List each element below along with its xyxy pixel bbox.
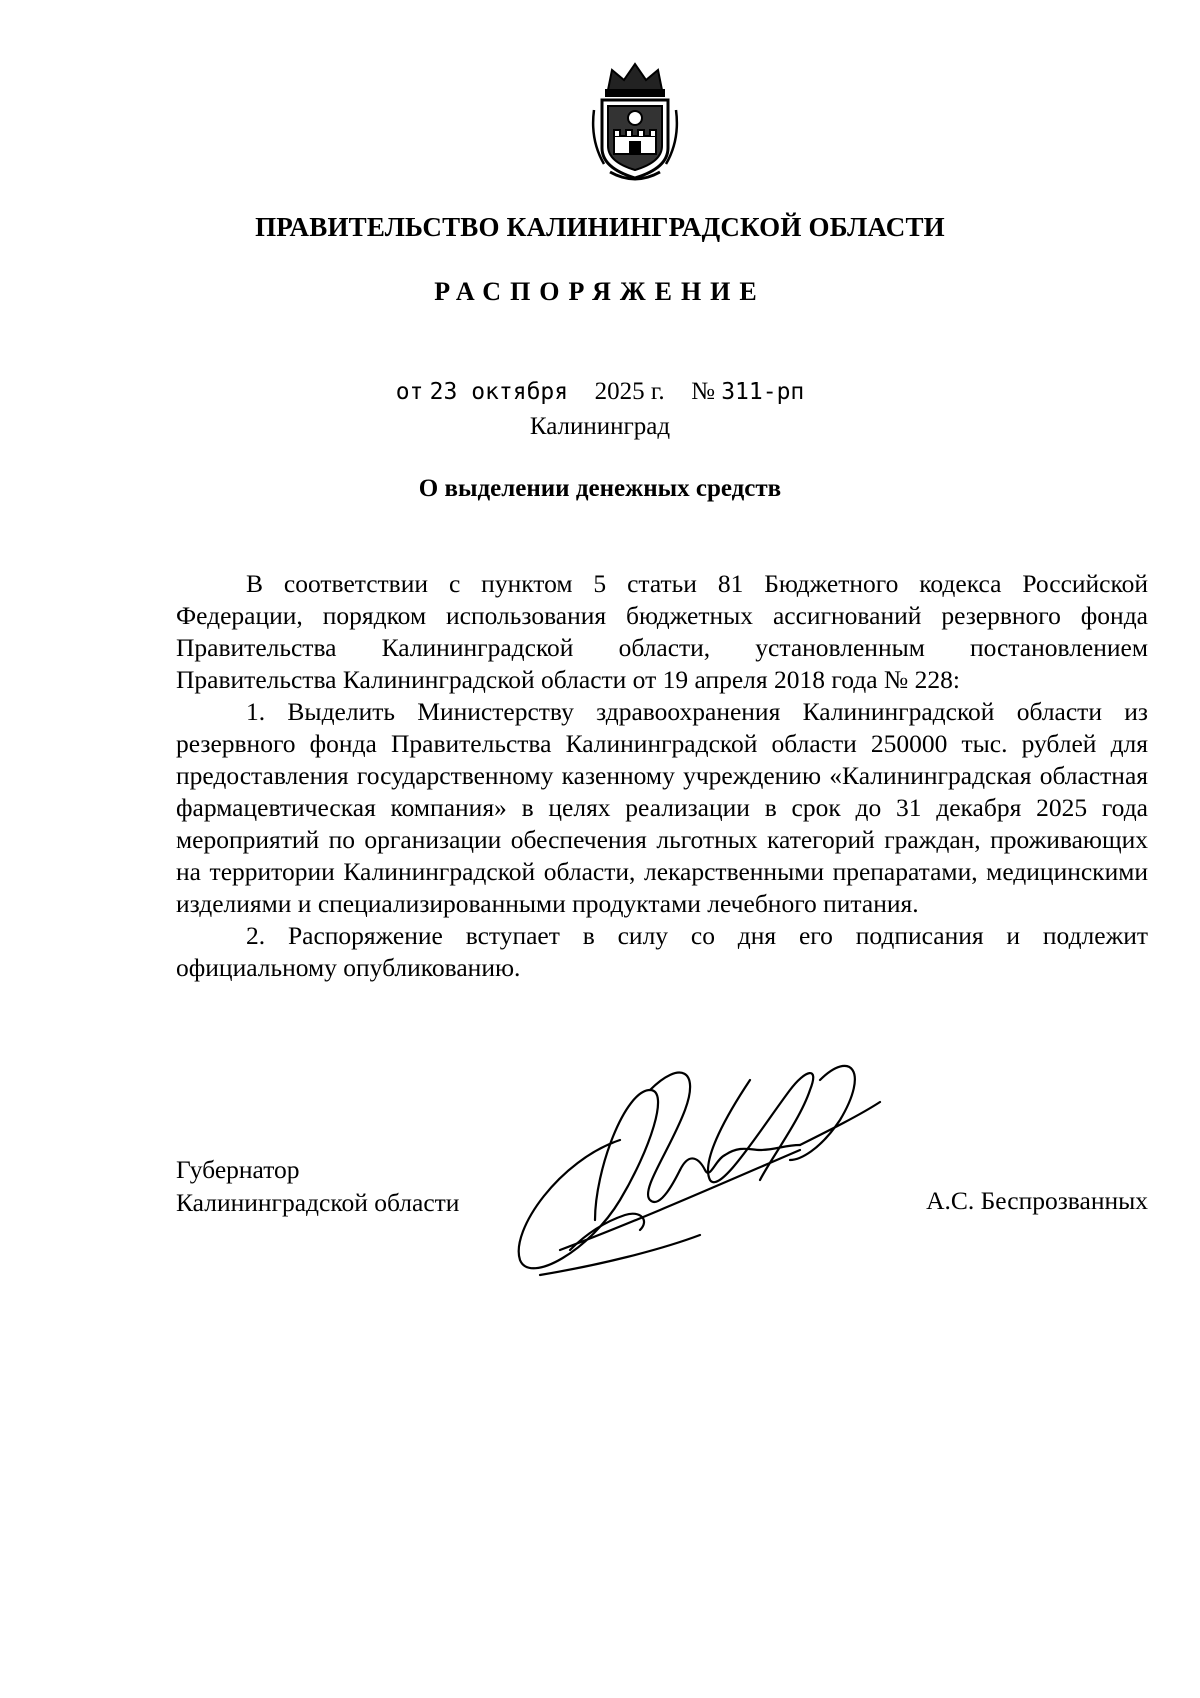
signature-image bbox=[500, 1050, 940, 1300]
document-subject: О выделении денежных средств bbox=[418, 475, 782, 502]
document-body bbox=[176, 568, 1148, 984]
date-number-line bbox=[0, 378, 1200, 406]
document-year: 2025 г. bbox=[594, 378, 665, 405]
preamble-paragraph: В соответствии с пунктом 5 статьи 81 Бюджетного кодекса Российской Федерации, порядком использования бюджетных ассигнований резервного фонда Правительства Калининградской области, установленным постановлением Правительства Калининградской области от 19 апреля 2018 года № 228: bbox=[176, 569, 1148, 694]
city: Калининград bbox=[529, 413, 671, 440]
item-2-paragraph: 2. Распоряжение вступает в силу со дня его подписания и подлежит официальному опубликованию. bbox=[176, 921, 1148, 982]
organization-title: ПРАВИТЕЛЬСТВО КАЛИНИНГРАДСКОЙ ОБЛАСТИ bbox=[255, 212, 945, 242]
document-date: 23 октября bbox=[429, 379, 569, 405]
signer-title-line-1: Губернатор bbox=[176, 1155, 300, 1184]
signer-title-line-2: Калининградской области bbox=[176, 1188, 460, 1217]
number-sign: № bbox=[691, 378, 715, 405]
signer-name: А.С. Беспрозванных bbox=[926, 1186, 1148, 1215]
date-prefix: от bbox=[395, 379, 424, 405]
signer-title bbox=[176, 1153, 459, 1219]
coat-of-arms-icon bbox=[590, 60, 680, 184]
document-number: 311-рп bbox=[721, 379, 805, 405]
item-1-paragraph: 1. Выделить Министерству здравоохранения Калининградской области из резервного фонда Правительства Калининградской области 250000 тыс. рублей для предоставления государственному казенному учреждению «Калининградская областная фармацевтическая компания» в целях реализации в срок до 31 декабря 2025 года мероприятий по организации обеспечения льготных категорий граждан, проживающих на территории Калининградской области, лекарственными препаратами, медицинскими изделиями и специализированными продуктами лечебного питания. bbox=[176, 697, 1148, 918]
document-type: РАСПОРЯЖЕНИЕ bbox=[434, 277, 766, 306]
